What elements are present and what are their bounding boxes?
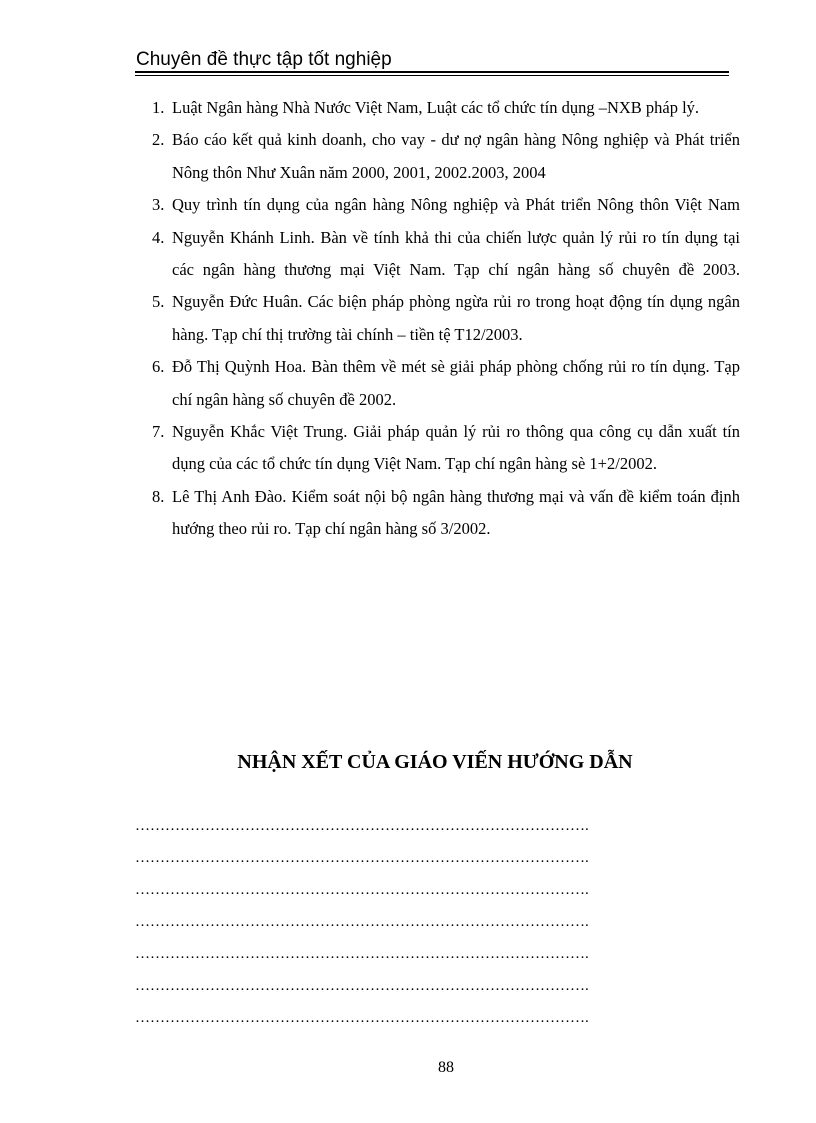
reference-number: 1. [152,98,165,117]
reference-item [150,481,740,546]
review-dotted-line: ………………………………………………………………………………. [135,978,589,994]
review-dotted-line: ………………………………………………………………………………. [135,946,589,962]
review-dotted-line: ………………………………………………………………………………. [135,882,589,898]
page-number: 88 [438,1059,454,1076]
reference-number: 3. [152,195,165,215]
page-header [135,48,729,74]
reference-text: Nguyễn Khắc Việt Trung. Giải pháp quản lý rủi ro thông qua công cụ dẫn xuất tín dụng của các tổ chức tín dụng Việt Nam. Tạp chí ngân hàng sè 1+2/2002. [172,422,740,474]
reference-text: Lê Thị Anh Đào. Kiểm soát nội bộ ngân hàng thương mại và vấn đề kiểm toán định hướng theo rủi ro. Tạp chí ngân hàng số 3/2002. [172,486,740,539]
reference-number: 6. [152,357,165,377]
reference-text: Luật Ngân hàng Nhà Nước Việt Nam, Luật các tổ chức tín dụng –NXB pháp lý. [172,98,700,117]
header-rule-thin [135,75,729,76]
reference-item [150,416,740,481]
review-dotted-line: ………………………………………………………………………………. [135,818,589,834]
reference-item [150,351,740,416]
reference-text: Nguyễn Đức Huân. Các biện pháp phòng ngừa rủi ro trong hoạt động tín dụng ngân hàng. Tạp chí thị trường tài chính – tiền tệ T12/2003. [172,292,740,344]
reference-list [150,92,740,546]
reference-number: 4. [152,227,165,247]
reference-text: Báo cáo kết quả kinh doanh, cho vay - dư nợ ngân hàng Nông nghiệp và Phát triển Nông thôn Như Xuân năm 2000, 2001, 2002.2003, 2004 [172,130,740,182]
review-dotted-line: ………………………………………………………………………………. [135,850,589,866]
reference-number: 2. [152,130,165,150]
reference-text: Nguyễn Khánh Linh. Bàn về tính khả thi của chiến lược quản lý rủi ro tín dụng tại các ngân hàng thương mại Việt Nam. Tạp chí ngân hàng số chuyên đề 2003. [172,227,740,280]
review-dotted-line: ………………………………………………………………………………. [135,1010,589,1026]
header-rule-thick [135,71,729,73]
reference-item [150,124,740,189]
reference-number: 8. [152,486,165,506]
reference-number: 7. [152,422,165,442]
reference-text: Quy trình tín dụng của ngân hàng Nông nghiệp và Phát triển Nông thôn Việt Nam [172,195,740,215]
reference-item [150,222,740,287]
header-title: Chuyên đề thực tập tốt nghiệp [136,49,392,70]
review-title: NHẬN XẾT CỦA GIÁO VIẾN HƯỚNG DẪN [237,751,633,773]
review-dotted-line: ………………………………………………………………………………. [135,914,589,930]
reference-item [150,92,740,124]
reference-item [150,189,740,221]
reference-item [150,286,740,351]
reference-number: 5. [152,292,165,312]
reference-text: Đỗ Thị Quỳnh Hoa. Bàn thêm về mét sè giải pháp phòng chống rủi ro tín dụng. Tạp chí ngân hàng số chuyên đề 2002. [172,357,740,409]
